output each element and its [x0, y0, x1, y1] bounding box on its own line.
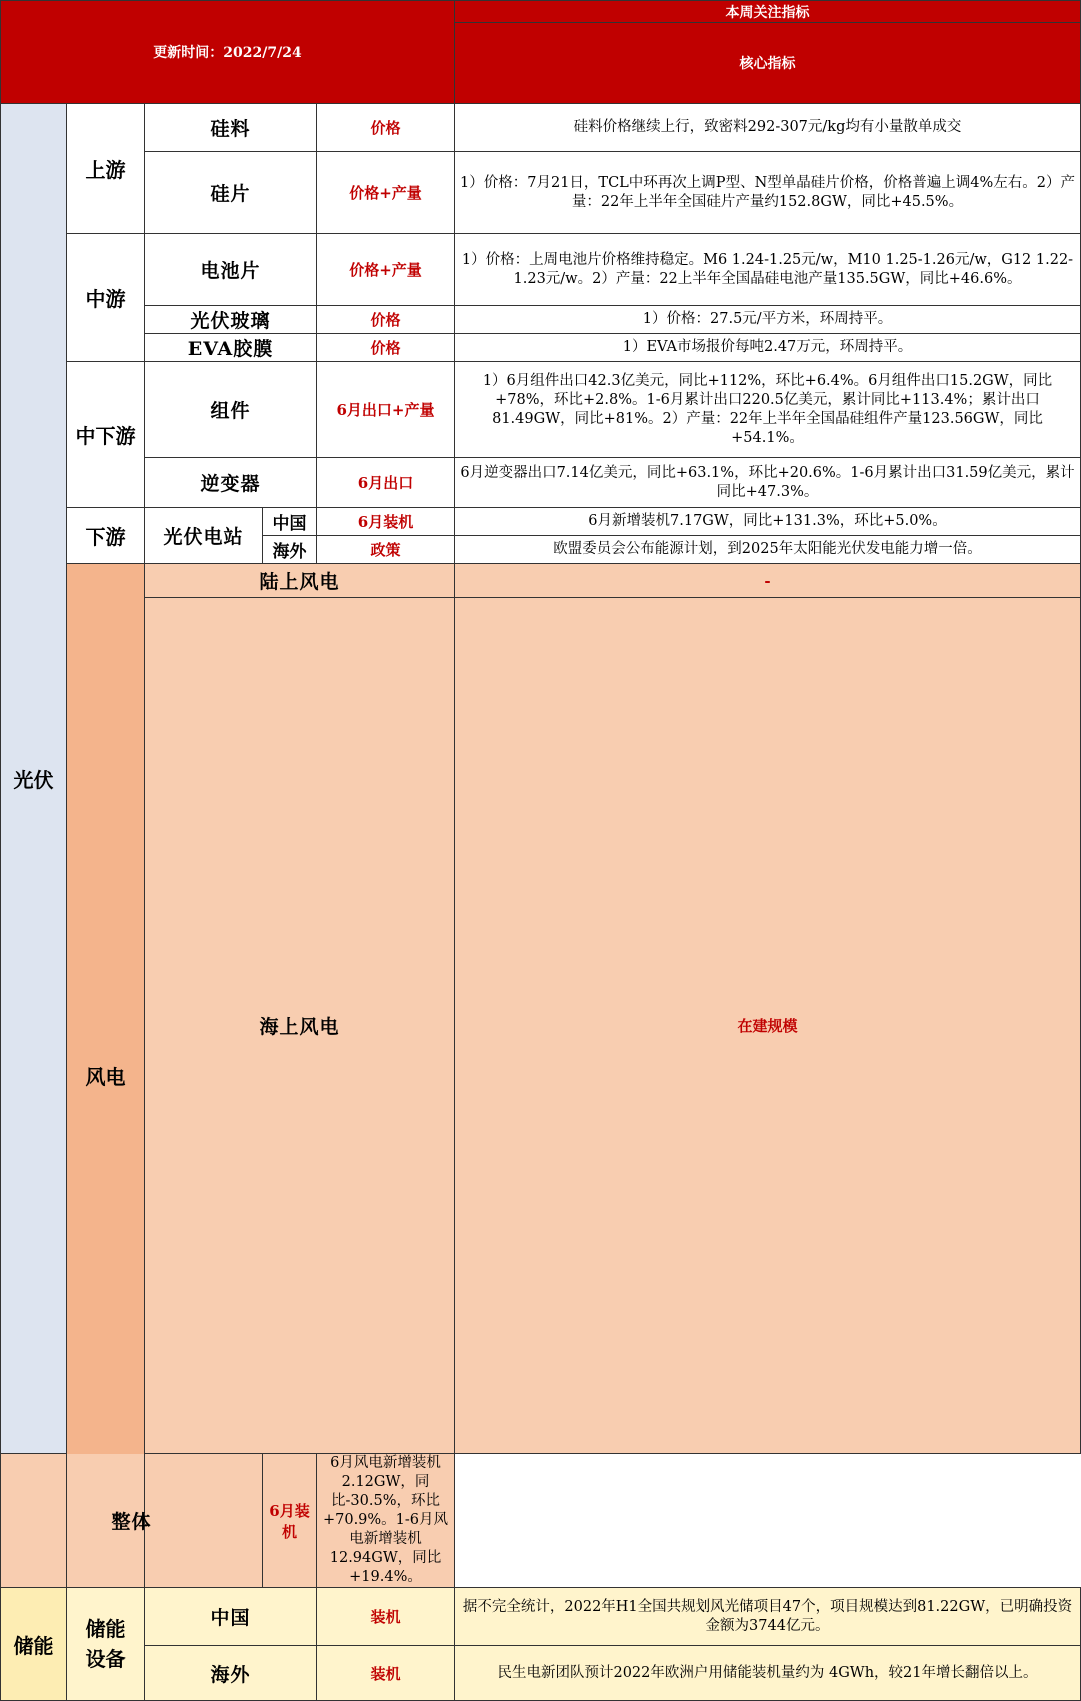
- pv-label: 光伏: [1, 104, 67, 1454]
- pv-midstream-label: 中游: [67, 234, 145, 362]
- storage-row-china: [1, 1588, 1081, 1646]
- item-label: 陆上风电: [145, 564, 455, 598]
- item-label: 海外: [145, 1646, 317, 1701]
- item-label: EVA胶膜: [145, 334, 317, 362]
- region-label: 中国: [263, 508, 317, 536]
- indicator-desc: 民生电新团队预计2022年欧洲户用储能装机量约为 4GWh，较21年增长翻倍以上。: [455, 1646, 1081, 1701]
- core-indicator: 装机: [317, 1646, 455, 1701]
- week-focus-title: 本周关注指标: [455, 1, 1081, 23]
- wind-label: 风电: [67, 564, 145, 1588]
- pv-row-glass: [1, 306, 1081, 334]
- item-label: 整体: [1, 1454, 263, 1588]
- col-header-core: 核心指标: [455, 23, 1081, 104]
- core-indicator: -: [455, 564, 1081, 598]
- storage-label: 储能: [1, 1588, 67, 1701]
- core-indicator: 价格+产量: [317, 152, 455, 234]
- core-indicator: 在建规模: [455, 598, 1081, 1454]
- indicator-desc: 1）价格：上周电池片价格维持稳定。M6 1.24-1.25元/w，M10 1.25-1.26元/w，G12 1.22-1.23元/w。2）产量：22上半年全国晶硅电池产量135.5GW，同比+46.6%。: [455, 234, 1081, 306]
- pv-downstream-label: 下游: [67, 508, 145, 564]
- core-indicator: 价格+产量: [317, 234, 455, 306]
- indicator-desc: 1）6月组件出口42.3亿美元，同比+112%，环比+6.4%。6月组件出口15.2GW，同比+78%，环比+2.8%。1-6月累计出口220.5亿美元，累计同比+113.4%；累计出口81.49GW，同比+81%。2）产量：22年上半年全国晶硅组件产量123.56GW，同比+54.1%。: [455, 362, 1081, 458]
- pv-row-eva: [1, 334, 1081, 362]
- core-indicator: 6月出口+产量: [317, 362, 455, 458]
- item-label: 组件: [145, 362, 317, 458]
- core-indicator: 价格: [317, 334, 455, 362]
- indicator-desc: 欧盟委员会公布能源计划，到2025年太阳能光伏发电能力增一倍。: [455, 536, 1081, 564]
- item-label: 电池片: [145, 234, 317, 306]
- core-indicator: 6月装机: [263, 1454, 317, 1588]
- indicator-desc: 1）EVA市场报价每吨2.47万元，环周持平。: [455, 334, 1081, 362]
- item-label: 光伏电站: [145, 508, 263, 564]
- item-label: 光伏玻璃: [145, 306, 317, 334]
- core-indicator: 6月出口: [317, 458, 455, 508]
- pv-row-cell: [1, 234, 1081, 306]
- indicator-desc: 6月风电新增装机2.12GW，同比-30.5%，环比+70.9%。1-6月风电新增装机12.94GW，同比+19.4%。: [317, 1454, 455, 1588]
- pv-row-silicon: [1, 104, 1081, 152]
- wind-row-total: [1, 1454, 1081, 1588]
- wind-row-onshore: [1, 564, 1081, 598]
- item-label: 海上风电: [145, 598, 455, 1454]
- header-row-1: [1, 1, 1081, 23]
- pv-midlower-label: 中下游: [67, 362, 145, 508]
- item-label: 逆变器: [145, 458, 317, 508]
- indicator-desc: 据不完全统计，2022年H1全国共规划风光储项目47个，项目规模达到81.22GW，已明确投资金额为3744亿元。: [455, 1588, 1081, 1646]
- pv-upstream-label: 上游: [67, 104, 145, 234]
- core-indicator: 价格: [317, 306, 455, 334]
- core-indicator: 6月装机: [317, 508, 455, 536]
- indicator-desc: 1）价格：7月21日，TCL中环再次上调P型、N型单晶硅片价格，价格普遍上调4%左右。2）产量：22年上半年全国硅片产量约152.8GW，同比+45.5%。: [455, 152, 1081, 234]
- core-indicator: 装机: [317, 1588, 455, 1646]
- pv-row-inverter: [1, 458, 1081, 508]
- pv-row-station-china: [1, 508, 1081, 536]
- indicator-desc: 1）价格：27.5元/平方米，环周持平。: [455, 306, 1081, 334]
- storage-sub-label: 储能设备: [67, 1588, 145, 1701]
- item-label: 硅片: [145, 152, 317, 234]
- update-time: 更新时间：2022/7/24: [1, 1, 455, 104]
- region-label: 海外: [263, 536, 317, 564]
- indicator-desc: 硅料价格继续上行，致密料292-307元/kg均有小量散单成交: [455, 104, 1081, 152]
- core-indicator: 政策: [317, 536, 455, 564]
- core-indicator: 价格: [317, 104, 455, 152]
- pv-row-wafer: [1, 152, 1081, 234]
- item-label: 硅料: [145, 104, 317, 152]
- wind-row-offshore: [1, 598, 1081, 1454]
- indicator-desc: 6月新增装机7.17GW，同比+131.3%，环比+5.0%。: [455, 508, 1081, 536]
- item-label: 中国: [145, 1588, 317, 1646]
- pv-row-module: [1, 362, 1081, 458]
- indicator-desc: 6月逆变器出口7.14亿美元，同比+63.1%，环比+20.6%。1-6月累计出口31.59亿美元，累计同比+47.3%。: [455, 458, 1081, 508]
- storage-row-overseas: [1, 1646, 1081, 1701]
